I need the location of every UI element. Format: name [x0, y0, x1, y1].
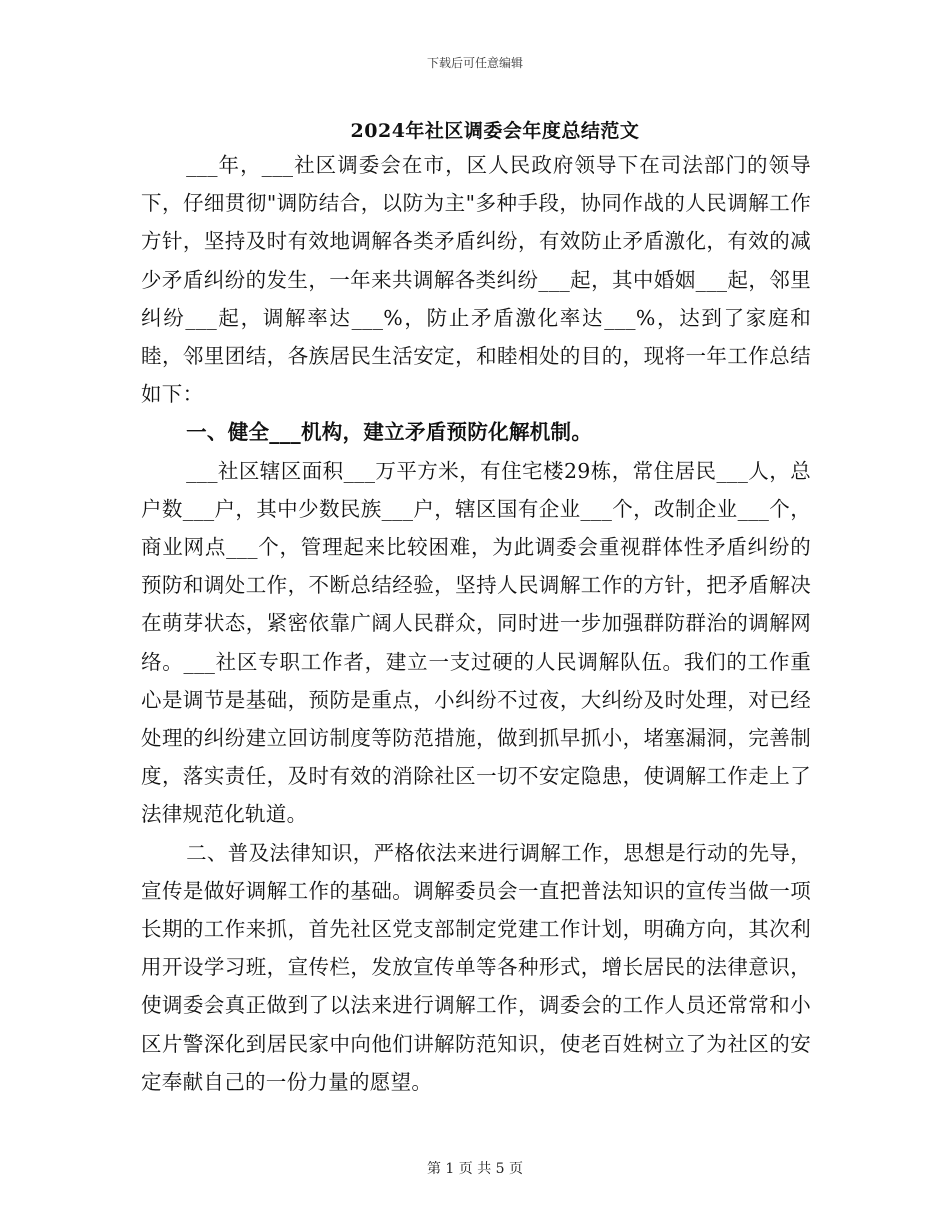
paragraph-section-1: ___社区辖区面积___万平方米，有住宅楼29栋，常住居民___人，总户数___户，其中少数民族___户，辖区国有企业___个，改制企业___个，商业网点___个，管理起来比较困难，为此调委会重视群体性矛盾纠纷的预防和调处工作，不断总结经验，坚持人民调解工作的方针，把矛盾解决在萌芽状态，紧密依靠广阔人民群众，同时进一步加强群防群治的调解网络。___社区专职工作者，建立一支过硬的人民调解队伍。我们的工作重心是调节是基础，预防是重点，小纠纷不过夜，大纠纷及时处理，对已经处理的纠纷建立回访制度等防范措施，做到抓早抓小，堵塞漏洞，完善制度，落实责任，及时有效的消除社区一切不安定隐患，使调解工作走上了法律规范化轨道。 — [141, 458, 811, 827]
header-note: 下载后可任意编辑 — [426, 56, 523, 70]
document-title: 2024年社区调委会年度总结范文 — [350, 120, 640, 142]
document-body — [141, 146, 811, 1101]
paragraph-section-2: 二、普及法律知识，严格依法来进行调解工作，思想是行动的先导，宣传是做好调解工作的基础。调解委员会一直把普法知识的宣传当做一项长期的工作来抓，首先社区党支部制定党建工作计划，明确方向，其次利用开设学习班，宣传栏，发放宣传单等各种形式，增长居民的法律意识，使调委会真正做到了以法来进行调解工作，调委会的工作人员还常常和小区片警深化到居民家中向他们讲解防范知识，使老百姓树立了为社区的安定奉献自己的一份力量的愿望。 — [141, 840, 811, 1094]
section-heading-1: 一、健全___机构，建立矛盾预防化解机制。 — [186, 420, 593, 445]
paragraph-intro: ___年，___社区调委会在市，区人民政府领导下在司法部门的领导下，仔细贯彻"调防结合，以防为主"多种手段，协同作战的人民调解工作方针，坚持及时有效地调解各类矛盾纠纷，有效防止矛盾激化，有效的减少矛盾纠纷的发生，一年来共调解各类纠纷___起，其中婚姻___起，邻里纠纷___起，调解率达___%，防止矛盾激化率达___%，达到了家庭和睦，邻里团结，各族居民生活安定，和睦相处的目的，现将一年工作总结如下： — [141, 153, 811, 407]
page-number: 第 1 页 共 5 页 — [426, 1161, 524, 1177]
